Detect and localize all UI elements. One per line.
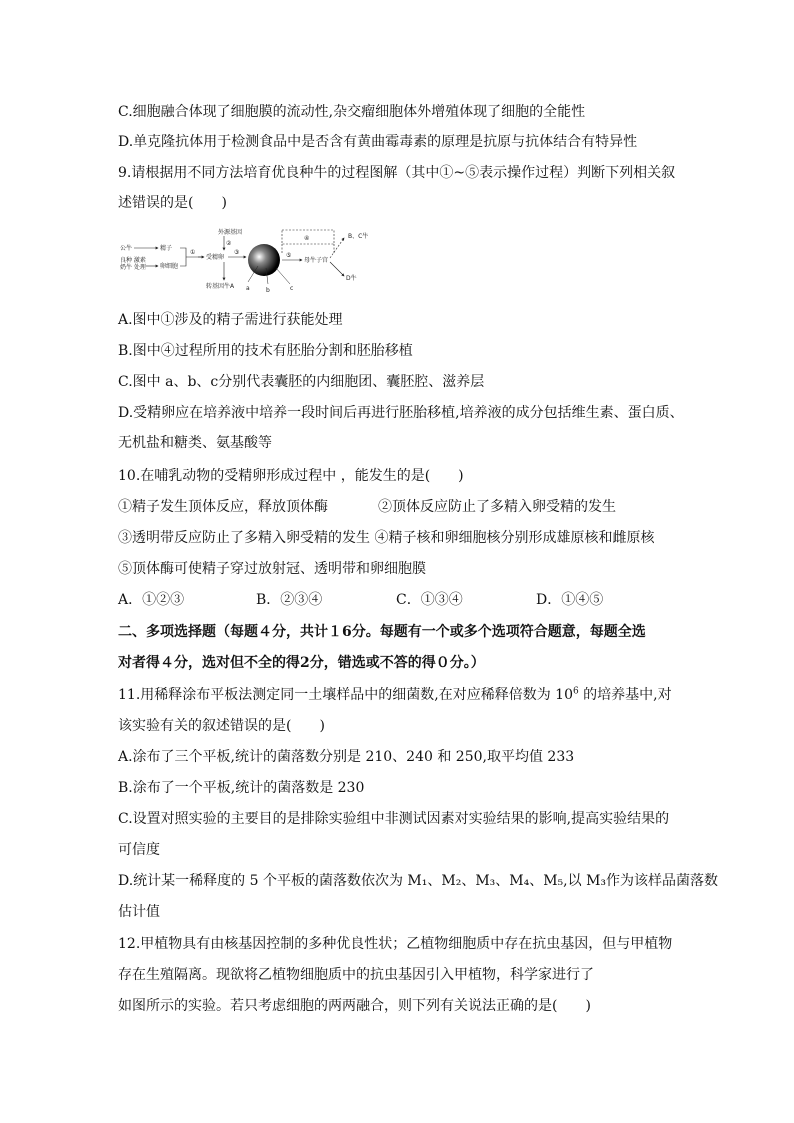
question-10-option-b: B．②③④ (256, 592, 323, 608)
question-9-option-d-cont: 无机盐和糖类、氨基酸等 (118, 435, 272, 451)
arrow-to-d (330, 262, 344, 276)
label-step2: ② (226, 240, 232, 247)
question-10-option-a: A．①②③ (118, 592, 185, 608)
question-11-option-a: A.涂布了三个平板,统计的菌落数分别是 210、240 和 250,取平均值 233 (118, 749, 575, 765)
label-cow-1: 良种 激素 (120, 257, 146, 264)
blastocyst-image (248, 244, 280, 276)
question-11-option-c-cont: 可信度 (118, 842, 160, 858)
arrow-to-bc (330, 238, 344, 258)
label-bc: B、C牛 (348, 233, 369, 240)
label-cow-2: 奶牛 处理 (120, 264, 146, 271)
question-11-stem-post: 的培养基中,对 (578, 687, 672, 703)
label-step5: ⑤ (286, 252, 292, 259)
question-10-statement-1: ①精子发生顶体反应，释放顶体酶 (118, 499, 328, 515)
question-9-option-a: A.图中①涉及的精子需进行获能处理 (118, 312, 343, 328)
label-step4: ④ (304, 235, 310, 242)
option-c-line: C.细胞融合体现了细胞膜的流动性,杂交瘤细胞体外增殖体现了细胞的全能性 (118, 104, 586, 120)
label-a: a (246, 285, 250, 292)
question-9-option-b: B.图中④过程所用的技术有胚胎分割和胚胎移植 (118, 343, 413, 359)
label-step3: ③ (234, 249, 240, 256)
label-c: c (290, 285, 294, 292)
cattle-breeding-diagram (118, 222, 380, 298)
question-11-stem-cont: 该实验有关的叙述错误的是( ) (118, 718, 325, 734)
label-uterus: 母牛子宫 (304, 257, 329, 264)
pointer-c (276, 268, 290, 284)
label-egg: 卵细胞 (160, 263, 179, 270)
question-12-stem-cont-2: 如图所示的实验。若只考虑细胞的两两融合，则下列有关说法正确的是( ) (118, 998, 591, 1014)
question-10-option-c: C．①③④ (396, 592, 463, 608)
question-12-stem: 12.甲植物具有由核基因控制的多种优良性状；乙植物细胞质中存在抗虫基因，但与甲植物 (118, 936, 673, 952)
question-11-option-b: B.涂布了一个平板,统计的菌落数是 230 (118, 780, 365, 796)
label-b: b (266, 287, 270, 294)
question-9-option-c: C.图中 a、b、c分别代表囊胚的内细胞团、囊胚腔、滋养层 (118, 374, 485, 390)
label-zygote: 受精卵 (206, 254, 225, 261)
question-9-stem: 9.请根据用不同方法培育优良种牛的过程图解（其中①~⑤表示操作过程）判断下列相关叙 (118, 165, 676, 181)
question-11-option-d: D.统计某一稀释度的 5 个平板的菌落数依次为 M₁、M₂、M₃、M₄、M₅,以 M₃作为该样品菌落数 (118, 873, 719, 889)
label-sperm: 精子 (160, 245, 173, 252)
section-2-heading-cont: 对者得４分，选对但不全的得2分，错选或不答的得０分。） (118, 655, 485, 671)
question-12-stem-cont-1: 存在生殖隔离。现欲将乙植物细胞质中的抗虫基因引入甲植物，科学家进行了 (118, 967, 594, 983)
question-9-stem-cont: 述错误的是( ) (118, 195, 227, 211)
question-10-stem: 10.在哺乳动物的受精卵形成过程中 ，能发生的是( ) (118, 468, 464, 484)
question-10-statements-3-4: ③透明带反应防止了多精入卵受精的发生 ④精子核和卵细胞核分别形成雄原核和雌原核 (118, 530, 655, 546)
question-9-option-d: D.受精卵应在培养液中培养一段时间后再进行胚胎移植,培养液的成分包括维生素、蛋白质、 (118, 405, 684, 421)
option-d-line: D.单克隆抗体用于检测食品中是否含有黄曲霉毒素的原理是抗原与抗体结合有特异性 (118, 134, 638, 150)
question-11-stem (118, 685, 672, 705)
question-10-option-d: D．①④⑤ (536, 592, 604, 608)
section-2-heading: 二、多项选择题（每题４分，共计１6分。每题有一个或多个选项符合题意，每题全选 (118, 624, 646, 640)
question-11-option-d-cont: 估计值 (118, 904, 160, 920)
question-11-option-c: C.设置对照实验的主要目的是排除实验组中非测试因素对实验结果的影响,提高实验结果的 (118, 811, 670, 827)
label-transgenic: 转基因牛A (206, 283, 235, 290)
label-d: D牛 (346, 275, 357, 282)
question-11-exponent: 6 (572, 686, 579, 697)
label-bull: 公牛 (120, 245, 133, 252)
question-11-stem-pre: 11.用稀释涂布平板法测定同一土壤样品中的细菌数,在对应稀释倍数为 10 (118, 687, 573, 703)
question-10-statement-5: ⑤顶体酶可使精子穿过放射冠、透明带和卵细胞膜 (118, 561, 426, 577)
label-step1: ① (190, 249, 196, 256)
label-gene: 外源基因 (218, 229, 243, 236)
question-10-statement-2: ②顶体反应防止了多精入卵受精的发生 (378, 499, 616, 515)
